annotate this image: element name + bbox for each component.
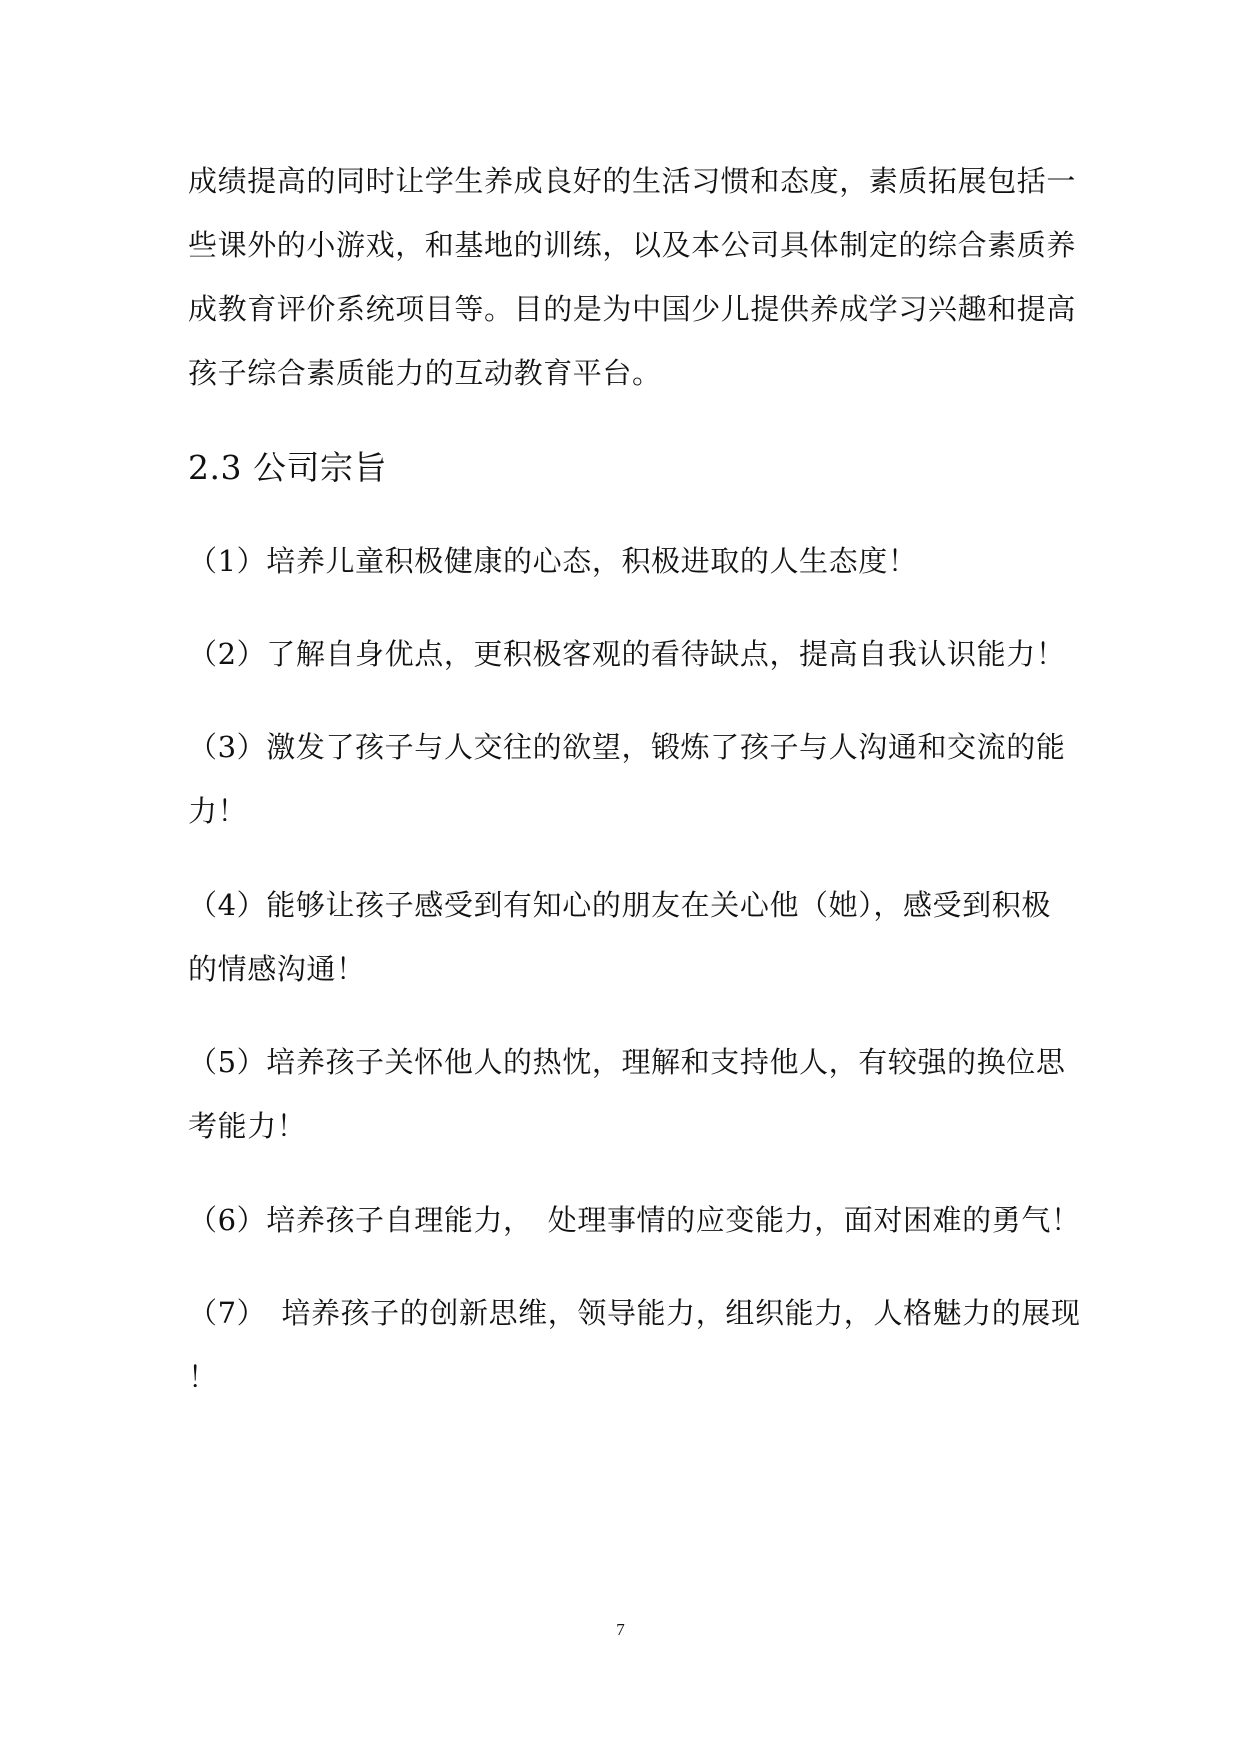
purpose-item-3-line-2: 力！ (188, 794, 248, 828)
intro-line-2: 些课外的小游戏，和基地的训练，以及本公司具体制定的综合素质养 (188, 228, 1077, 262)
purpose-item-5-line-2: 考能力！ (188, 1109, 307, 1143)
purpose-item-4-line-2: 的情感沟通！ (188, 952, 366, 986)
section-heading: 2.3 公司宗旨 (188, 448, 387, 487)
intro-line-3: 成教育评价系统项目等。目的是为中国少儿提供养成学习兴趣和提高 (188, 292, 1077, 326)
intro-line-1: 成绩提高的同时让学生养成良好的生活习惯和态度，素质拓展包括一 (188, 164, 1077, 198)
purpose-item-1: （1）培养儿童积极健康的心态，积极进取的人生态度！ (188, 544, 918, 578)
purpose-item-3-line-1: （3）激发了孩子与人交往的欲望，锻炼了孩子与人沟通和交流的能 (188, 730, 1066, 764)
purpose-item-7-line-2: ！ (188, 1360, 218, 1394)
purpose-item-6: （6）培养孩子自理能力， 处理事情的应变能力，面对困难的勇气！ (188, 1203, 1081, 1237)
purpose-item-2: （2）了解自身优点，更积极客观的看待缺点，提高自我认识能力！ (188, 637, 1066, 671)
page-number: 7 (616, 1620, 625, 1639)
purpose-item-4-line-1: （4）能够让孩子感受到有知心的朋友在关心他（她），感受到积极 (188, 888, 1051, 922)
purpose-item-5-line-1: （5）培养孩子关怀他人的热忱，理解和支持他人，有较强的换位思 (188, 1045, 1066, 1079)
purpose-item-7-line-1: （7） 培养孩子的创新思维，领导能力，组织能力，人格魅力的展现 (188, 1296, 1081, 1330)
intro-line-4: 孩子综合素质能力的互动教育平台。 (188, 356, 662, 390)
